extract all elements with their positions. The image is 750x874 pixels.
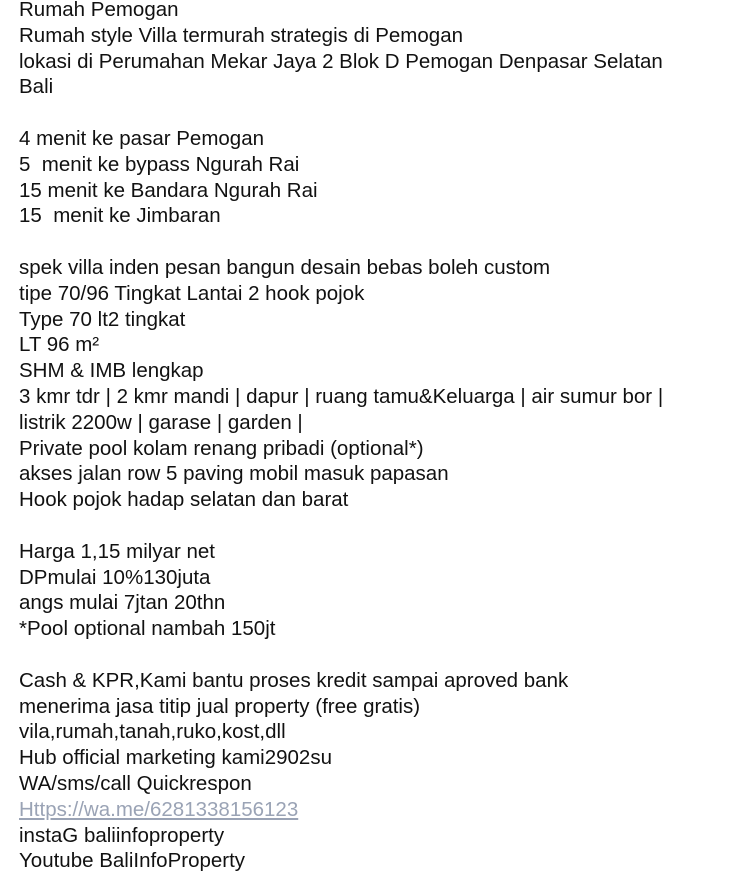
spec-list (19, 255, 744, 513)
price-item: DPmulai 10%130juta (19, 565, 211, 589)
contact-item: Cash & KPR,Kami bantu proses kredit sampai aproved bank (19, 668, 569, 692)
spec-item: listrik 2200w | garase | garden | (19, 410, 303, 434)
spec-item: Type 70 lt2 tingkat (19, 307, 186, 331)
spacer (19, 642, 744, 668)
spec-item: Hook pojok hadap selatan dan barat (19, 488, 349, 512)
cutoff-line: Youtube BaliInfoProperty (19, 849, 246, 873)
spec-item: akses jalan row 5 paving mobil masuk papasan (19, 462, 449, 486)
access-item: 5 menit ke bypass Ngurah Rai (19, 152, 300, 176)
access-item: 15 menit ke Bandara Ngurah Rai (19, 178, 318, 202)
spec-item: spek villa inden pesan bangun desain bebas boleh custom (19, 255, 551, 279)
location-line: lokasi di Perumahan Mekar Jaya 2 Blok D Pemogan Denpasar Selatan (19, 49, 663, 73)
pricing-list (19, 539, 744, 642)
contact-item: vila,rumah,tanah,ruko,kost,dll (19, 720, 286, 744)
access-list (19, 126, 744, 229)
post-subtitle: Rumah style Villa termurah strategis di Pemogan (19, 23, 463, 47)
post-body (19, 0, 744, 873)
spacer (19, 100, 744, 126)
spec-item: Private pool kolam renang pribadi (optional*) (19, 436, 424, 460)
post-title: Rumah Pemogan (19, 0, 179, 21)
spec-item: 3 kmr tdr | 2 kmr mandi | dapur | ruang tamu&Keluarga | air sumur bor | (19, 384, 664, 408)
whatsapp-link[interactable]: Https://wa.me/6281338156123 (19, 797, 299, 821)
contact-item: WA/sms/call Quickrespon (19, 771, 252, 795)
price-item: Harga 1,15 milyar net (19, 539, 215, 563)
contact-list (19, 668, 744, 797)
access-item: 4 menit ke pasar Pemogan (19, 126, 264, 150)
spacer (19, 513, 744, 539)
spec-item: LT 96 m² (19, 333, 100, 357)
price-item: angs mulai 7jtan 20thn (19, 591, 226, 615)
instagram-handle: instaG baliinfoproperty (19, 823, 225, 847)
spec-item: tipe 70/96 Tingkat Lantai 2 hook pojok (19, 281, 365, 305)
contact-item: Hub official marketing kami2902su (19, 746, 332, 770)
access-item: 15 menit ke Jimbaran (19, 204, 221, 228)
price-item: *Pool optional nambah 150jt (19, 617, 276, 641)
spec-item: SHM & IMB lengkap (19, 359, 204, 383)
spacer (19, 229, 744, 255)
location-line: Bali (19, 75, 54, 99)
contact-item: menerima jasa titip jual property (free gratis) (19, 694, 421, 718)
